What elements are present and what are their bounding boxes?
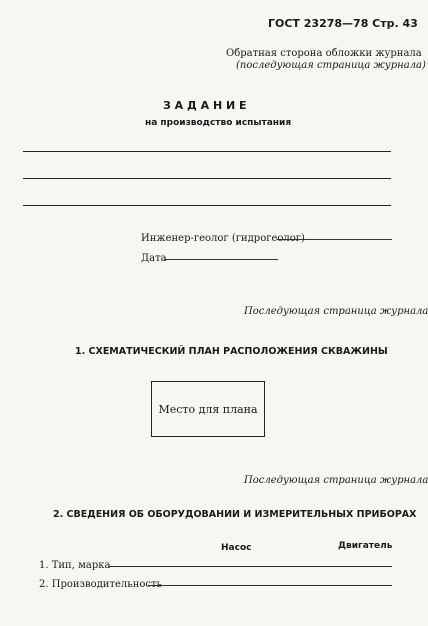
column-pump: Насос [221,543,252,553]
task-title: З А Д А Н И Е [163,99,247,112]
engineer-label: Инженер-геолог (гидрогеолог) [141,233,305,244]
section1-title: 1. СХЕМАТИЧЕСКИЙ ПЛАН РАСПОЛОЖЕНИЯ СКВАЖИНЫ [75,346,388,357]
task-line-3 [23,205,391,206]
date-label: Дата [141,253,167,264]
column-engine: Двигатель [338,541,393,551]
row-capacity-label: 2. Производительность [39,579,162,590]
section2-title: 2. СВЕДЕНИЯ ОБ ОБОРУДОВАНИИ И ИЗМЕРИТЕЛЬНЫХ ПРИБОРАХ [53,509,417,520]
cover-note-line1: Обратная сторона обложки журнала [226,48,422,59]
cover-note-line2: (последующая страница журнала) [236,60,426,71]
task-line-1 [23,151,391,152]
next-page-note-1: Последующая страница журнала [244,306,428,317]
row-capacity-line [148,585,392,586]
date-line [164,259,278,260]
engineer-signature-line [277,239,392,240]
task-line-2 [23,178,391,179]
task-subtitle: на производство испытания [145,118,292,128]
row-type-line [108,566,392,567]
document-code: ГОСТ 23278—78 Стр. 43 [268,17,418,30]
row-type-label: 1. Тип, марка [39,560,111,571]
plan-placeholder-box [151,381,265,437]
next-page-note-2: Последующая страница журнала [244,475,428,486]
plan-placeholder-label: Место для плана [158,402,258,416]
